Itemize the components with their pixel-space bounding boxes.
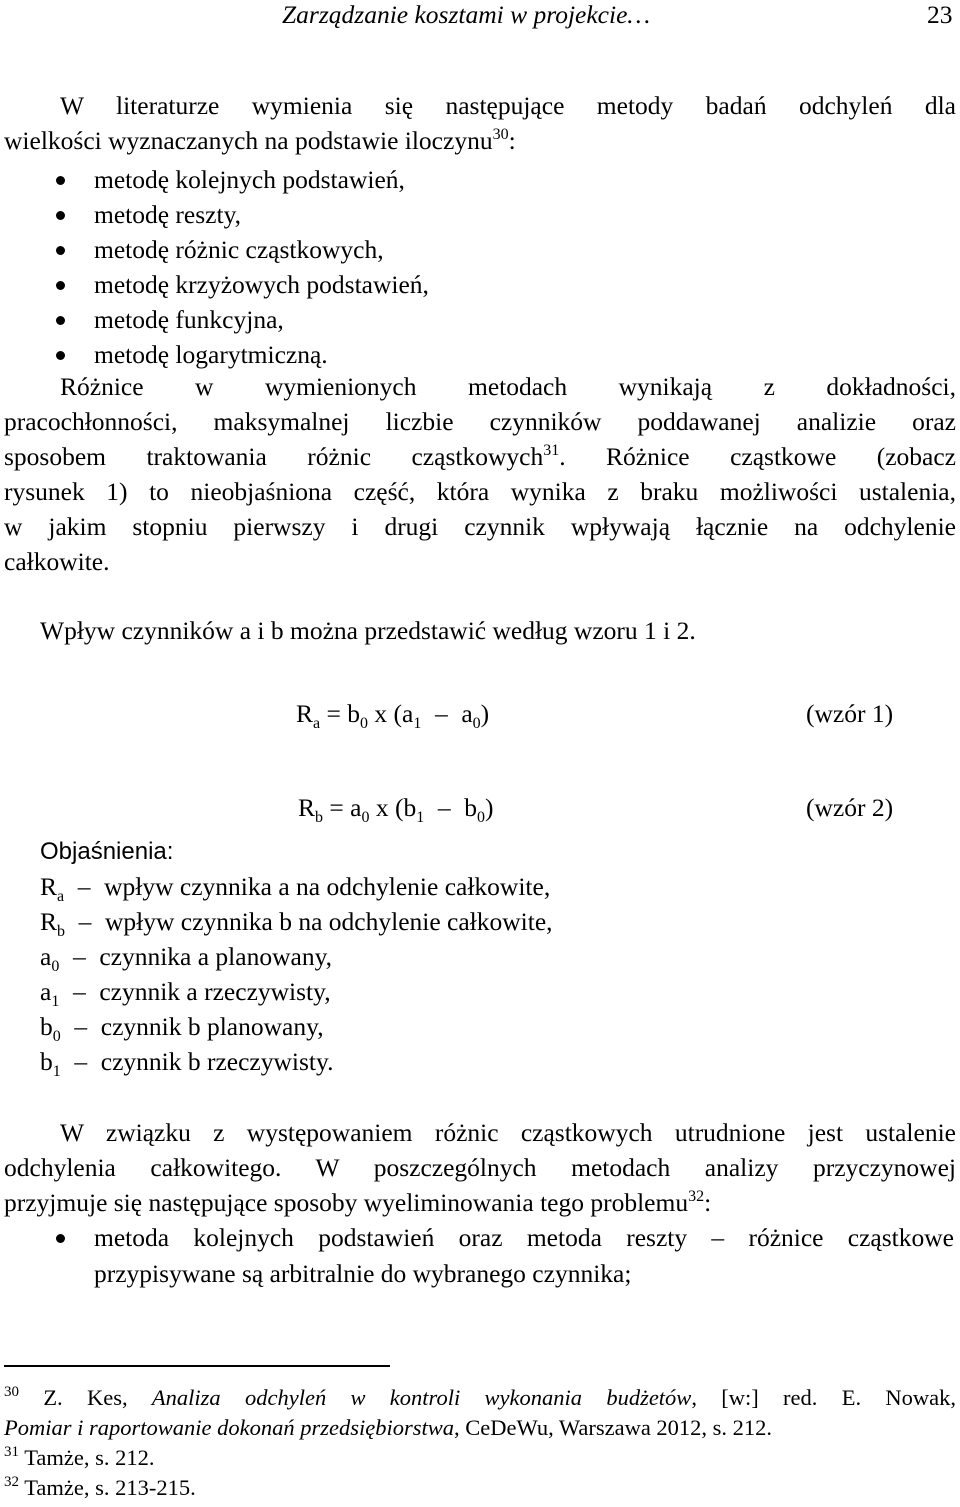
list-item: metodę kolejnych podstawień, [94, 165, 405, 194]
explanations-heading: Objaśnienia: [40, 838, 174, 865]
footnote-ref-30: 30 [492, 126, 509, 143]
footnote-separator [4, 1365, 390, 1367]
explanation-item: $b_1$ – czynnik b rzeczywisty. [40, 1047, 334, 1080]
list-item: metodę funkcyjna, [94, 305, 284, 334]
para1-line-2: pracochłonności, maksymalnej liczbie czynników poddawanej analizie oraz [4, 407, 956, 436]
intro-line-1: W literaturze wymienia się następujące metody badań odchyleń dla [60, 91, 956, 120]
list-item-continuation: przypisywane są arbitralnie do wybranego czynnika; [94, 1259, 632, 1288]
list-item: metoda kolejnych podstawień oraz metoda reszty – różnice cząstkowe [94, 1223, 954, 1252]
bullet-dot [56, 351, 65, 360]
footnote-31: $^{31}$ Tamże, s. 212. [4, 1444, 155, 1470]
footnote-30-continuation: Pomiar i raportowanie dokonań przedsiębiorstwa, CeDeWu, Warszawa 2012, s. 212. [4, 1415, 773, 1440]
para1-line-5: w jakim stopniu pierwszy i drugi czynnik wpływają łącznie na odchylenie [4, 512, 956, 541]
para1-line-1: Różnice w wymienionych metodach wynikają z dokładności, [60, 372, 956, 401]
para1-line-6: całkowite. [4, 547, 110, 576]
intro-line-2: wielkości wyznaczanych na podstawie iloczynu$^{30}$: [4, 126, 516, 155]
list-item: metodę krzyżowych podstawień, [94, 270, 429, 299]
formula-2: $R_b = a_0$ x $(b_1 - b_0)$ [298, 793, 494, 826]
formula-1-label: (wzór 1) [806, 699, 894, 728]
para2-line-3: przyjmuje się następujące sposoby wyeliminowania tego problemu$^{32}$: [4, 1188, 712, 1217]
formula-2-label: (wzór 2) [806, 793, 894, 822]
footnote-32: $^{32}$ Tamże, s. 213-215. [4, 1474, 196, 1500]
header-title: Zarządzanie kosztami w projekcie… [282, 0, 651, 29]
bullet-dot [56, 281, 65, 290]
explanation-item: $R_b$ – wpływ czynnika b na odchylenie całkowite, [40, 907, 553, 940]
minus-dash: – [437, 793, 451, 822]
list-item: metodę różnic cząstkowych, [94, 235, 384, 264]
explanation-item: $a_1$ – czynnik a rzeczywisty, [40, 977, 331, 1010]
bullet-dot [56, 211, 65, 220]
explanation-item: $a_0$ – czynnika a planowany, [40, 942, 333, 975]
bullet-dot [56, 316, 65, 325]
minus-dash: – [434, 699, 448, 728]
running-header [282, 0, 650, 30]
footnote-ref-32: 32 [688, 1188, 705, 1205]
bullet-dot [56, 246, 65, 255]
explanation-item: $b_0$ – czynnik b planowany, [40, 1012, 324, 1045]
para1-line-3: sposobem traktowania różnic cząstkowych$^{31}$. Różnice cząstkowe (zobacz [4, 442, 956, 471]
explanation-item: $R_a$ – wpływ czynnika a na odchylenie całkowite, [40, 872, 551, 905]
bullet-dot [56, 1234, 65, 1243]
list-item: metodę reszty, [94, 200, 242, 229]
footnote-ref-31: 31 [543, 442, 560, 459]
para2-line-2: odchylenia całkowitego. W poszczególnych metodach analizy przyczynowej [4, 1153, 956, 1182]
page-number: 23 [927, 0, 953, 29]
formula-1: $R_a = b_0$ x $(a_1 - a_0)$ [296, 699, 490, 732]
bullet-dot [56, 176, 65, 185]
list-item: metodę logarytmiczną. [94, 340, 328, 369]
footnote-30: $^{30}$ Z. Kes, Analiza odchyleń w kontroli wykonania budżetów, [w:] red. E. Nowak, [4, 1384, 956, 1410]
influence-sentence: Wpływ czynników a i b można przedstawić według wzoru 1 i 2. [40, 616, 696, 645]
para2-line-1: W związku z występowaniem różnic cząstkowych utrudnione jest ustalenie [60, 1118, 956, 1147]
para1-line-4: rysunek 1) to nieobjaśniona część, która wynika z braku możliwości ustalenia, [4, 477, 956, 506]
